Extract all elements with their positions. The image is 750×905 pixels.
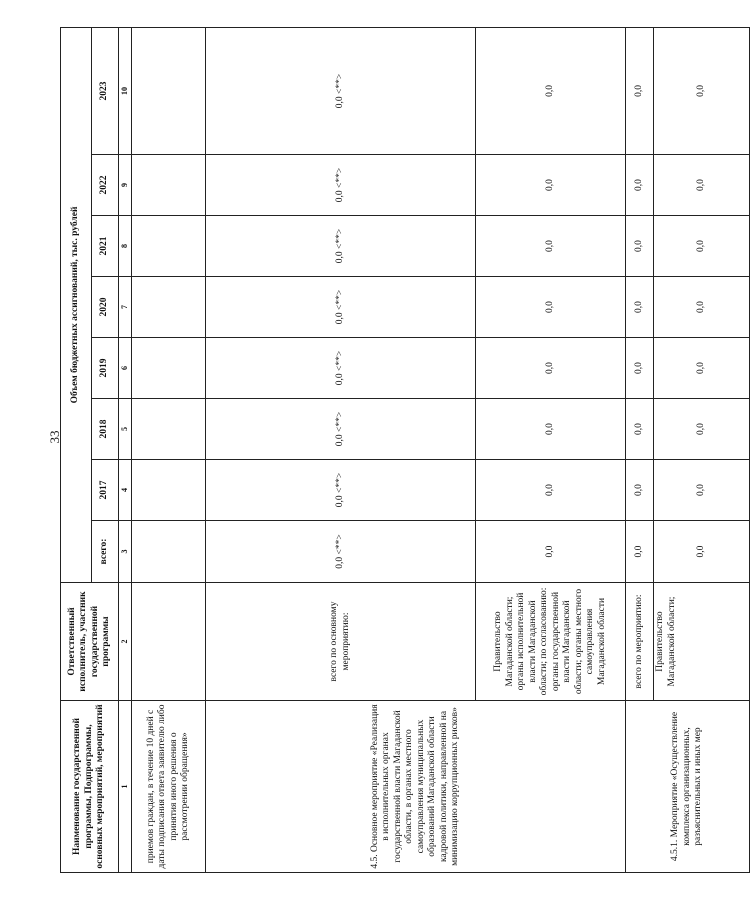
value-cell: 0,0 [654, 399, 750, 460]
column-number: 5 [119, 399, 132, 460]
value-cell: 0,0 [476, 521, 626, 583]
column-number: 2 [119, 583, 132, 701]
value-cell: 0,0 [476, 460, 626, 521]
value-cell: 0,0 [476, 155, 626, 216]
empty-cell [132, 460, 206, 521]
row-name-4-5-1: 4.5.1. Мероприятие «Осуществление комплекса организационных, разъяснительных и иных мер [626, 701, 750, 873]
empty-cell [132, 338, 206, 399]
header-year: 2017 [92, 460, 119, 521]
column-number-row [119, 27, 132, 872]
value-cell: 0,0 <**> [206, 277, 476, 338]
table-row [132, 27, 206, 872]
column-number: 10 [119, 27, 132, 154]
empty-cell [132, 155, 206, 216]
header-year: 2020 [92, 277, 119, 338]
header-year: 2021 [92, 216, 119, 277]
row-responsible-total: всего по основному мероприятию: [206, 583, 476, 701]
header-row-1 [61, 27, 92, 872]
header-year: 2018 [92, 399, 119, 460]
value-cell: 0,0 <**> [206, 27, 476, 154]
empty-cell [132, 216, 206, 277]
empty-cell [132, 583, 206, 701]
column-number: 3 [119, 521, 132, 583]
value-cell: 0,0 [626, 27, 654, 154]
row-responsible-total: всего по мероприятию: [626, 583, 654, 701]
budget-table [60, 27, 750, 873]
header-year: 2023 [92, 27, 119, 154]
value-cell: 0,0 [626, 521, 654, 583]
column-number: 4 [119, 460, 132, 521]
column-number: 6 [119, 338, 132, 399]
value-cell: 0,0 <**> [206, 338, 476, 399]
value-cell: 0,0 <**> [206, 155, 476, 216]
empty-cell [132, 521, 206, 583]
column-number: 7 [119, 277, 132, 338]
value-cell: 0,0 [654, 521, 750, 583]
table-row [626, 27, 654, 872]
value-cell: 0,0 [626, 399, 654, 460]
page-number: 33 [47, 430, 62, 444]
row-responsible-government: Правительство Магаданской области; органы исполнительной власти Магаданской области; по согласованию: органы государственной власти Магаданской области; органы местного самоуправления Магаданской области [476, 583, 626, 701]
header-name: Наименование государственной программы, Подпрограммы, основных мероприятий, мероприятий [61, 701, 119, 873]
empty-cell [132, 27, 206, 154]
value-cell: 0,0 [626, 155, 654, 216]
value-cell: 0,0 <**> [206, 399, 476, 460]
value-cell: 0,0 [476, 277, 626, 338]
table-row [206, 27, 476, 872]
row-name-4-5: 4.5. Основное мероприятие «Реализация в исполнительных органах государственной власти Магаданской области, в органах местного самоуправления муниципальных образований Магаданской области кадровой политики, направленной на минимизацию коррупционных рисков» [206, 701, 626, 873]
column-number: 9 [119, 155, 132, 216]
value-cell: 0,0 [626, 338, 654, 399]
value-cell: 0,0 [654, 155, 750, 216]
value-cell: 0,0 [476, 338, 626, 399]
value-cell: 0,0 <**> [206, 216, 476, 277]
row-name-continued: приемов граждан, в течение 10 дней с даты подписания ответа заявителю либо принятия иного решения о рассмотрении обращения» [132, 701, 206, 873]
empty-cell [132, 277, 206, 338]
value-cell: 0,0 [654, 338, 750, 399]
row-responsible-government: Правительство Магаданской области; [654, 583, 750, 701]
header-budget: Объем бюджетных ассигнований, тыс. рублей [61, 27, 92, 582]
value-cell: 0,0 [476, 27, 626, 154]
value-cell: 0,0 [626, 460, 654, 521]
value-cell: 0,0 [654, 216, 750, 277]
value-cell: 0,0 [654, 277, 750, 338]
value-cell: 0,0 [654, 460, 750, 521]
value-cell: 0,0 [654, 27, 750, 154]
value-cell: 0,0 [476, 399, 626, 460]
header-year: 2022 [92, 155, 119, 216]
value-cell: 0,0 <**> [206, 521, 476, 583]
value-cell: 0,0 <**> [206, 460, 476, 521]
value-cell: 0,0 [626, 277, 654, 338]
header-total: всего: [92, 521, 119, 583]
empty-cell [132, 399, 206, 460]
value-cell: 0,0 [476, 216, 626, 277]
column-number: 1 [119, 701, 132, 873]
column-number: 8 [119, 216, 132, 277]
value-cell: 0,0 [626, 216, 654, 277]
header-responsible: Ответственный исполнитель, участник государственной программы [61, 583, 119, 701]
header-year: 2019 [92, 338, 119, 399]
rotated-page [60, 28, 706, 873]
